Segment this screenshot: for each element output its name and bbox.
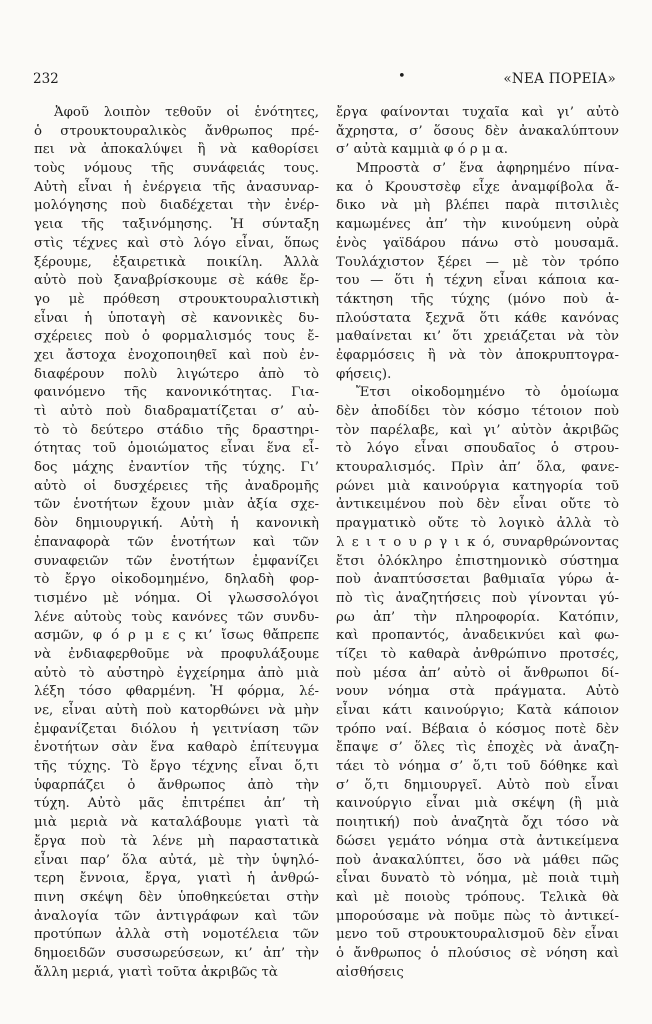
text-line: μπορούσαμε νὰ ποῦμε πὼς τὸ ἀντικεί- (336, 908, 619, 924)
text-line: προτύπων ἀλλὰ στὴ νομοτέλεια τῶν (34, 927, 319, 943)
text-line: Ἀφοῦ λοιπὸν τεθοῦν οἱ ἑνότητες, (54, 105, 319, 120)
text-line: καὶ προπαντός, ἀναδεικνύει καὶ φω- (336, 628, 619, 644)
text-line: εἶναι ἡ ὑποταγὴ σὲ κανονικὲς δυ- (34, 310, 319, 326)
text-line: τύχη. Αὐτὸ μᾶς ἐπιτρέπει ἀπ’ τὴ (34, 796, 319, 812)
text-line: δὸν δημιουργική. Αὐτὴ ἡ κανονικὴ (34, 516, 319, 532)
text-line: δὲν ἀποδίδει τὸν κόσμο τέτοιον ποὺ (336, 404, 619, 419)
text-line: εἶναι παρ’ ὅλα αὐτά, μὲ τὴν ὑψηλό- (34, 852, 319, 868)
text-line: λέξη τόσο φθαρμένη. Ἡ φόρμα, λέ- (34, 684, 319, 700)
text-line: ἀναλογία τῶν ἀντιγράφων καὶ τῶν (34, 908, 319, 924)
text-line: ἔπαψε σ’ ὅλες τὶς ἐποχὲς νὰ ἀναζη- (336, 740, 619, 756)
text-line: ἑνὸς γαϊδάρου πάνω στὸ μουσαμᾶ. (336, 235, 619, 251)
text-line: ὑφαρπάζει ὁ ἄνθρωπος ἀπὸ τὴν (34, 777, 319, 793)
text-line: ποιητική) ποὺ ἀναζητὰ ὄχι τόσο νὰ (336, 815, 619, 831)
text-line: νουν νόημα στὰ πράγματα. Αὐτὸ (336, 684, 619, 700)
text-line: Αὐτὴ εἶναι ἡ ἐνέργεια τῆς ἀνασυναρ- (34, 179, 319, 195)
text-line: τρόπο ναί. Βέβαια ὁ κόσμος ποτὲ δὲν (336, 721, 619, 737)
text-line: δικο νὰ μὴ βλέπει παρὰ πιτσιλιὲς (336, 198, 619, 214)
text-line: μαθαίνεται κι’ ὅτι χρειάζεται νὰ τὸν (336, 329, 619, 345)
text-line: τάει τὸ νόημα σ’ ὅ,τι τοῦ δόθηκε καὶ (336, 759, 619, 775)
text-line: Μπροστὰ σ’ ἕνα ἀφηρημένο πίνα- (356, 161, 619, 177)
text-line: ἑνοτήτων σὰν ἕνα καθαρὸ ἐπίτευγμα (34, 740, 319, 756)
text-line: πλούστατα ξεχνᾶ ὅτι κάθε κανόνας (336, 310, 619, 326)
text-line: ἐφαρμόσεις ἢ νὰ τὸν ἀποκρυπτογρα- (336, 347, 619, 363)
text-line: τῆς τύχης. Τὸ ἔργο τέχνης εἶναι ὅ,τι (34, 759, 319, 775)
text-line: ποὺ ἀνακαλύπτει, ὅσο νὰ μάθει πῶς (336, 852, 619, 868)
text-line: τισμένο μὲ νόημα. Οἱ γλωσσολόγοι (34, 590, 319, 606)
text-line: αἰσθήσεις (336, 964, 404, 980)
text-line: νὰ ἐνδιαφερθοῦμε νὰ προφυλάξουμε (34, 646, 319, 662)
text-line: ὁ ἄνθρωπος ὁ πλούσιος σὲ νόηση καὶ (336, 945, 619, 961)
header-dot: • (398, 69, 406, 84)
text-line: καὶ μὲ ποιοὺς τρόπους. Τελικὰ θὰ (336, 889, 619, 905)
text-line: τὶ αὐτὸ ποὺ διαδραματίζεται σ’ αὐ- (34, 404, 319, 419)
text-line: πει νὰ ἀποκαλύψει ἢ νὰ καθορίσει (34, 142, 319, 158)
text-line: ἔργα ποὺ τὰ λένε μὴ παραστατικὰ (34, 833, 319, 849)
text-line: δος μάχης ἐναντίον τῆς τύχης. Γι’ (34, 460, 319, 476)
text-line: μενο τοῦ στρουκτουραλισμοῦ δὲν εἶναι (336, 927, 619, 943)
text-line: φαινόμενο τῆς κανονικότητας. Για- (34, 385, 319, 401)
text-line: τῶν ἑνοτήτων ἔχουν μιὰν ἀξία σχε- (34, 497, 319, 513)
text-line: χει ἄστοχα ἐνοχοποιηθεῖ καὶ ποὺ ἐν- (34, 347, 319, 363)
text-line: Τουλάχιστον ξέρει — μὲ τὸν τρόπο (336, 254, 619, 270)
text-line: τερη ἔννοια, ἔργα, γιατὶ ἡ ἀνθρώ- (34, 871, 319, 887)
text-line: πινη σκέψη δὲν ὑποθηκεύεται στὴν (34, 889, 319, 905)
text-line: ρώνει μιὰ καινούργια κατηγορία τοῦ (336, 478, 619, 494)
text-line: ἀντικειμένου ποὺ δὲν εἶναι οὔτε τὸ (336, 497, 619, 513)
text-line: κα ὁ Κρουστσὲφ εἶχε ἀναμφίβολα ἄ- (336, 179, 619, 195)
text-line: μολόγησης ποὺ διαδέχεται τὴν ἐνέρ- (34, 198, 319, 214)
text-line: ἄλλη μεριά, γιατὶ τοῦτα ἀκριβῶς τὰ (34, 964, 278, 980)
text-line: μιὰ μεριὰ νὰ καταλάβουμε γιατὶ τὰ (34, 815, 319, 831)
text-line: λένε αὐτοὺς τοὺς κανόνες τῶν συνδυ- (34, 609, 319, 625)
text-line: του — ὅτι ἡ τέχνη εἶναι κάποια κα- (336, 273, 619, 289)
text-line: ἔτσι ὁλόκληρο ἐπιστημονικὸ σύστημα (336, 553, 619, 569)
text-line: σ’ αὐτὰ καμμιὰ φ ό ρ μ α. (336, 142, 509, 158)
text-line: ἄχρηστα, σ’ ὅσους δὲν ἀνακαλύπτουν (336, 123, 619, 139)
text-line: τὸν παρέλαβε, καὶ γι’ αὐτὸν ἀκριβῶς (336, 422, 619, 438)
text-line: αὐτὸ τὸ αὐστηρὸ ἐγχείρημα ἀπὸ μιὰ (34, 665, 319, 681)
text-line: ἐπαναφορὰ τῶν ἑνοτήτων καὶ τῶν (34, 534, 319, 550)
text-line: ὁ στρουκτουραλικὸς ἄνθρωπος πρέ- (34, 123, 319, 139)
text-line: καμωμένες ἀπ’ τὴν κινούμενη οὐρὰ (336, 217, 619, 233)
text-line: ρω ἀπ’ τὴν πληροφορία. Κατόπιν, (336, 609, 619, 625)
text-line: τὸ λόγο εἶναι σπουδαῖος ὁ στρου- (336, 441, 619, 457)
text-line: σχέρειες ποὺ ὁ φορμαλισμός τους ἔ- (34, 329, 319, 345)
text-line: διαφέρουν πολὺ λιγώτερο ἀπὸ τὸ (34, 366, 319, 382)
text-line: Ἔτσι οἰκοδομημένο τὸ ὁμοίωμα (356, 385, 619, 401)
page-number: 232 (33, 71, 59, 87)
text-line: τὸ ἔργο οἰκοδομημένο, δηλαδὴ φορ- (34, 572, 319, 588)
text-line: συναφειῶν τῶν ἑνοτήτων ἐμφανίζει (34, 553, 319, 569)
text-line: ποὺ ἀναπτύσσεται βαθμιαῖα γύρω ἀ- (336, 572, 619, 588)
left-column (34, 104, 319, 982)
journal-title: «ΝΕΑ ΠΟΡΕΙΑ» (503, 71, 616, 87)
text-line: γο μὲ πρόθεση στρουκτουραλιστικὴ (34, 291, 319, 307)
text-line: δώσει γεμάτο νόημα στὰ ἀντικείμενα (336, 833, 619, 849)
text-line: ότητας τοῦ ὁμοιώματος εἶναι ἕνα εἶ- (34, 441, 319, 457)
text-line: ἔργα φαίνονται τυχαῖα καὶ γι’ αὐτὸ (336, 105, 619, 120)
text-line: ξέρουμε, ἐξαιρετικὰ ποικίλη. Ἀλλὰ (34, 254, 319, 270)
right-column (336, 104, 619, 982)
text-line: τοὺς νόμους τῆς συνάφειάς τους. (34, 161, 319, 177)
text-line: αὐτὸ οἱ δυσχέρειες τῆς ἀναδρομῆς (34, 478, 319, 494)
text-line: ασμῶν, φ ό ρ μ ε ς κι’ ἴσως θἄπρεπε (34, 628, 319, 644)
text-line: λ ε ι τ ο υ ρ γ ι κ ό, συναρθρώνοντας (336, 534, 619, 550)
text-line: δημοειδῶν συσσωρεύσεων, κι’ ἀπ’ τὴν (34, 945, 319, 961)
text-line: ἐμφανίζεται διόλου ἡ γειτνίαση τῶν (34, 721, 319, 737)
text-line: πραγματικὸ οὔτε τὸ λογικὸ ἀλλὰ τὸ (336, 516, 619, 532)
running-header (33, 71, 616, 91)
text-line: καινούργιο εἶναι μιὰ σκέψη (ἢ μιὰ (336, 796, 619, 812)
text-line: εἶναι δυνατὸ τὸ νόημα, μὲ ποιὰ τιμὴ (336, 871, 619, 887)
text-line: φήσεις). (336, 366, 392, 382)
text-line: τίζει τὸ καθαρὰ ἀνθρώπινο προτσές, (336, 646, 619, 662)
text-line: στὶς τέχνες καὶ στὸ λόγο εἶναι, ὅπως (34, 235, 319, 251)
text-line: γεια τῆς ταξινόμησης. Ἡ σύνταξη (34, 217, 319, 233)
text-line: νε, εἶναι αὐτὴ ποὺ κατορθώνει νὰ μὴν (34, 703, 319, 718)
text-line: πὸ τὶς ἀναζητήσεις ποὺ γίνονται γύ- (336, 590, 619, 606)
text-line: τὸ τὸ δεύτερο στάδιο τῆς δραστηρι- (34, 422, 319, 438)
text-line: αὐτὸ ποὺ ξαναβρίσκουμε σὲ κάθε ἔρ- (34, 273, 319, 289)
text-line: εἶναι κάτι καινούργιο; Κατὰ κάποιον (336, 703, 619, 718)
text-line: κτουραλισμός. Πρὶν ἀπ’ ὅλα, φανε- (336, 460, 619, 476)
text-line: σ’ ὅ,τι δημιουργεῖ. Αὐτὸ ποὺ εἶναι (336, 777, 619, 793)
text-line: τάκτηση τῆς τύχης (μόνο ποὺ ἀ- (336, 291, 619, 307)
text-line: ποὺ μέσα ἀπ’ αὐτὸ οἱ ἄνθρωποι δί- (336, 665, 619, 681)
